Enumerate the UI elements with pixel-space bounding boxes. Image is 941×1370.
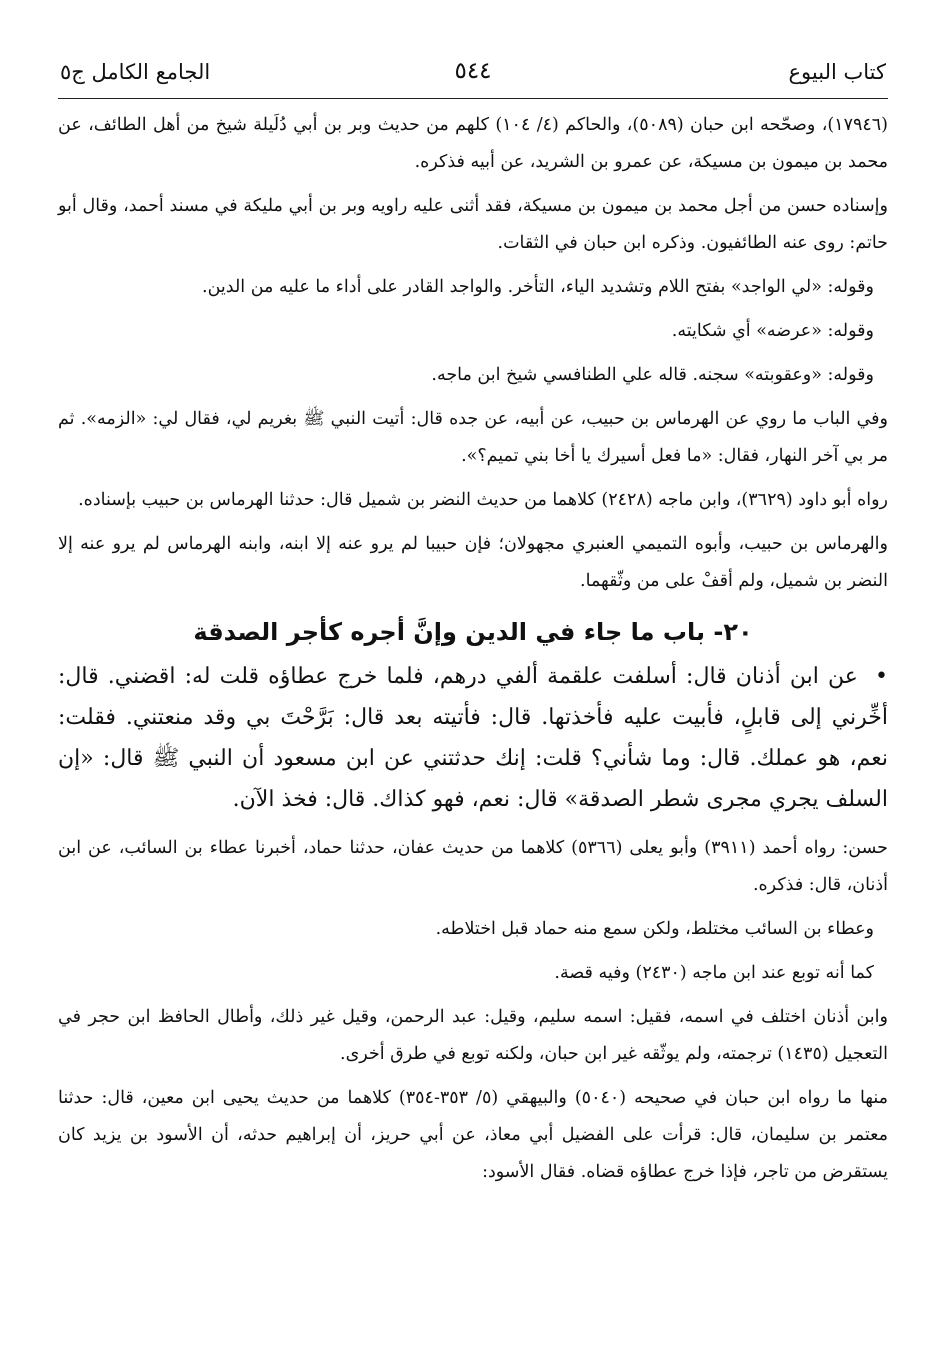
note-paragraph: منها ما رواه ابن حبان في صحيحه (٥٠٤٠) والبيهقي (٥/ ٣٥٣-٣٥٤) كلاهما من حديث يحيى ابن معين، قال: حدثنا معتمر بن سليمان، قال: قرأت على الفضيل أبي معاذ، عن أبي حريز، أن إبراهيم حدثه، أن الأسود بن يزيد كان يستقرض من تاجر، فإذا خرج عطاؤه قضاه. فقال الأسود: [58, 1088, 888, 1182]
hadith-body: عن ابن أذنان قال: أسلفت علقمة ألفي درهم، فلما خرج عطاؤه قلت له: اقضني. قال: أخِّرني إلى قابلٍ، فأبيت عليه فأخذتها. قال: فأتيته بعد قال: بَرَّحْتَ بي وقد منعتني. فقلت: نعم، هو عملك. قال: وما شأني؟ قلت: إنك حدثتني عن ابن مسعود أن النبي ﷺ قال: «إن السلف يجري مجرى شطر الصدقة» قال: نعم، فهو كذاك. قال: فخذ الآن. [58, 664, 888, 812]
note-paragraph: كما أنه توبع عند ابن ماجه (٢٤٣٠) وفيه قصة. [554, 963, 874, 983]
note-paragraph: وقوله: «وعقوبته» سجنه. قاله علي الطنافسي شيخ ابن ماجه. [431, 365, 874, 385]
note-paragraph: وابن أذنان اختلف في اسمه، فقيل: اسمه سليم، وقيل: عبد الرحمن، وقيل غير ذلك، وأطال الحافظ ابن حجر في التعجيل (١٤٣٥) ترجمته، ولم يوثّقه غير ابن حبان، ولكنه توبع في طرق أخرى. [58, 1007, 888, 1064]
hadith-text [58, 656, 888, 820]
note-paragraph: والهرماس بن حبيب، وأبوه التميمي العنبري مجهولان؛ فإن حبيبا لم يرو عنه إلا ابنه، وابنه الهرماس لم يرو عنه إلا النضر بن شميل، ولم أقفْ على من وثّقهما. [58, 534, 888, 591]
book-title: كتاب البيوع [788, 60, 886, 84]
book-page [58, 52, 888, 1191]
note-paragraph: وفي الباب ما روي عن الهرماس بن حبيب، عن أبيه، عن جده قال: أتيت النبي ﷺ بغريم لي، فقال لي: «الزمه». ثم مر بي آخر النهار، فقال: «ما فعل أسيرك يا أخا بني تميم؟». [58, 409, 888, 466]
note-paragraph: وعطاء بن السائب مختلط، ولكن سمع منه حماد قبل اختلاطه. [435, 919, 874, 939]
note-paragraph: وقوله: «لي الواجد» بفتح اللام وتشديد الياء، التأخر. والواجد القادر على أداء ما عليه من الدين. [202, 277, 874, 297]
page-number: ٥٤٤ [454, 58, 492, 84]
footnotes-bottom [58, 830, 888, 1191]
volume-title: الجامع الكامل ج٥ [60, 60, 211, 84]
chapter-title: ٢٠- باب ما جاء في الدين وإنَّ أجره كأجر الصدقة [193, 618, 753, 646]
footnotes-top [58, 107, 888, 600]
note-paragraph: رواه أبو داود (٣٦٢٩)، وابن ماجه (٢٤٢٨) كلاهما من حديث النضر بن شميل قال: حدثنا الهرماس بن حبيب بإسناده. [78, 490, 888, 510]
bullet-icon: • [875, 664, 888, 689]
note-paragraph: وقوله: «عرضه» أي شكايته. [671, 321, 874, 341]
note-paragraph: وإسناده حسن من أجل محمد بن ميمون بن مسيكة، فقد أثنى عليه راويه وبر بن أبي مليكة في مسند أحمد، وقال أبو حاتم: روى عنه الطائفيون. وذكره ابن حبان في الثقات. [58, 196, 888, 253]
page-header [58, 52, 888, 99]
note-paragraph: حسن: رواه أحمد (٣٩١١) وأبو يعلى (٥٣٦٦) كلاهما من حديث عفان، حدثنا حماد، أخبرنا عطاء بن السائب، عن ابن أذنان، قال: فذكره. [58, 838, 888, 895]
note-paragraph: (١٧٩٤٦)، وصحّحه ابن حبان (٥٠٨٩)، والحاكم (٤/ ١٠٤) كلهم من حديث وبر بن أبي دُلَيلة شيخ من أهل الطائف، عن محمد بن ميمون بن مسيكة، عن عمرو بن الشريد، عن أبيه فذكره. [58, 115, 888, 172]
